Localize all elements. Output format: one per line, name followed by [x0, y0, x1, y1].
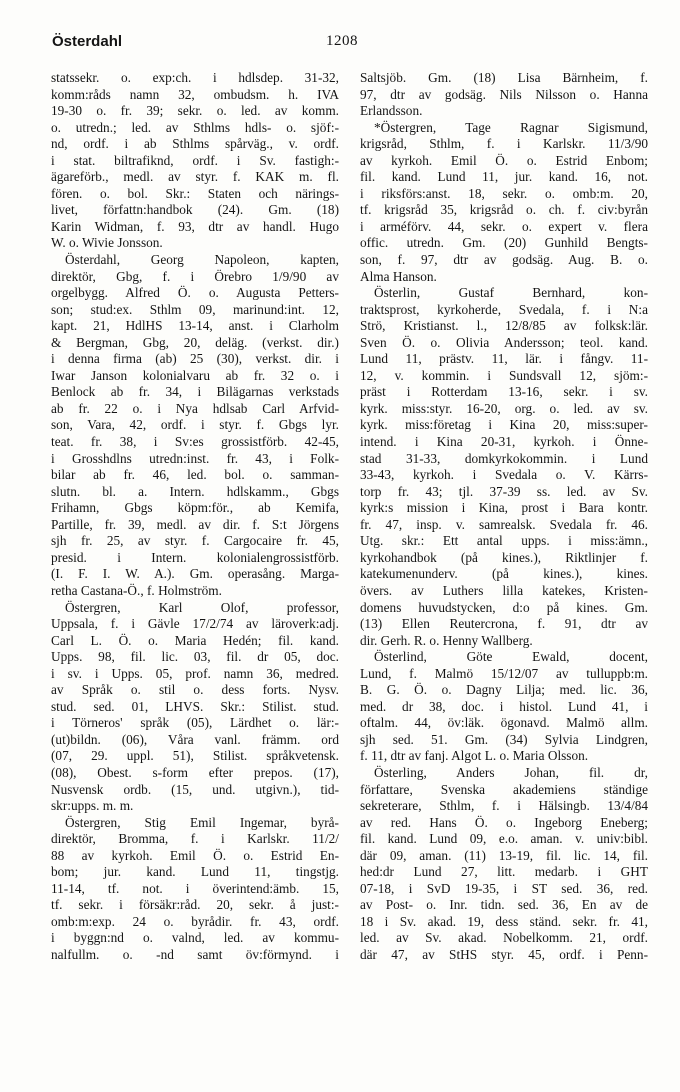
text-line: presid. i Intern. kolonialengrossistförb. [51, 549, 339, 565]
text-line: intend. i Kina 20-31, kyrkoh. i Önne- [360, 434, 648, 450]
text-line: 12, v. kommin. i Sundsvall 12, sjöm:- [360, 367, 648, 383]
text-line: fil. kand. Lund 11, jur. kand. 16, not. [360, 169, 648, 185]
text-line: Frihamn, Gbgs köpm:för., ab Kemifa, [51, 500, 339, 516]
text-line: o. utredn.; led. av Sthlms hdls- o. sjöf:- [51, 119, 339, 135]
text-line: kyrkohandbok (på kines.), Riktlinjer f. [360, 549, 648, 565]
text-line: nd, ordf. i ab Sthlms spårväg., v. ordf. [51, 136, 339, 152]
text-line: i sv. i Upps. 05, prof. namn 36, medred. [51, 665, 339, 681]
text-line: dir. Gerh. R. o. Henny Wallberg. [360, 632, 533, 648]
text-line: retha Castana-Ö., f. Holmström. [51, 582, 222, 598]
text-line: Uppsala, f. i Gävle 17/2/74 av läroverk:adj. [51, 616, 339, 632]
text-line: Lund, f. Malmö 15/12/07 av tulluppb:m. [360, 665, 648, 681]
text-line: slutn. bl. a. Intern. hdlskamm., Gbgs [51, 483, 339, 499]
running-head: Österdahl [52, 33, 123, 50]
text-line: i riksförs:anst. 18, sekr. o. omb:m. 20, [360, 185, 648, 201]
text-line: 33-43, kyrkoh. i Svedala o. V. Kärrs- [360, 467, 648, 483]
text-line: präst i Rotterdam 13-16, sekr. i sv. [360, 384, 648, 400]
text-line: led. av Sv. akad. Nobelkomm. 21, ordf. [360, 930, 648, 946]
entry-headword-line: Österlin, Gustaf Bernhard, kon- [374, 285, 648, 301]
text-line: med. dr 38, doc. i histol. Lund 41, i [360, 698, 648, 714]
text-line: Partille, fr. 39, medl. av dir. f. S:t Jörgens [51, 516, 339, 532]
text-line: 11-14, tf. not. i överintend:ämb. 15, [51, 880, 339, 896]
page-number: 1208 [326, 33, 358, 49]
text-line: sekreterare, Sthlm, f. i Hälsingb. 13/4/84 [360, 798, 648, 814]
text-line: ab fr. 22 o. i Nya hdlsab Carl Arfvid- [51, 400, 339, 416]
text-line: ägareförb., medl. av styr. f. KAK m. fl. [51, 169, 339, 185]
text-line: torp fr. 43; tjl. 37-39 ss. led. av Sv. [360, 483, 648, 499]
entry-headword-line: Österdahl, Georg Napoleon, kapten, [65, 252, 339, 268]
entry-headword-line: Östergren, Karl Olof, professor, [65, 599, 339, 615]
text-line: i arméförv. 44, sekr. o. expert v. flera [360, 218, 648, 234]
text-line: direktör, Bromma, f. i Karlskr. 11/2/ [51, 831, 339, 847]
text-line: i denna firma (ab) 25 (30), verkst. dir. i [51, 351, 339, 367]
text-line: Iwar Janson kolonialvaru ab fr. 32 o. i [51, 367, 339, 383]
left-column [51, 70, 339, 964]
text-line: son, Vara, 42, ordf. i styr. f. Gbgs lyr. [51, 417, 339, 433]
text-line: 19-30 o. fr. 39; sekr. o. led. av komm. [51, 103, 339, 119]
text-line: & Bergman, Gbg, 20, deläg. (verkst. dir.) [51, 334, 339, 350]
text-line: 88 av kyrkoh. Emil Ö. o. Estrid En- [51, 847, 339, 863]
text-line: traktsprost, kyrkoherde, Svedala, f. i N:a [360, 301, 648, 317]
text-line: (13) Ellen Reutercrona, f. 91, dtr av [360, 616, 648, 632]
text-line: Carl L. Ö. o. Maria Hedén; fil. kand. [51, 632, 339, 648]
text-line: 07-18, i SvD 19-35, i ST sed. 36, red. [360, 880, 648, 896]
text-line: fr. 47, insp. v. samrealsk. Svedala fr. 46. [360, 516, 648, 532]
text-line: B. G. Ö. o. Dagny Lilja; med. lic. 36, [360, 682, 648, 698]
page-header [0, 33, 680, 57]
entry-headword-line: Österling, Anders Johan, fil. dr, [374, 764, 648, 780]
text-line: Upps. 98, fil. lic. 03, fil. dr 05, doc. [51, 649, 339, 665]
text-line: offic. utredn. Gm. (20) Gunhild Bengts- [360, 235, 648, 251]
text-line: kyrk:s mission i Kina, prost i Bara kontr. [360, 500, 648, 516]
right-column [360, 70, 648, 964]
text-line: övers. av Luthers lilla katekes, Kristen- [360, 582, 648, 598]
text-line: (07, 29. uppl. 51), Stilist. språkvetensk. [51, 748, 339, 764]
text-line: nalfullm. o. -nd samt öv:förmynd. i [51, 946, 339, 962]
text-line: Nusvensk ordb. (15, und. utgivn.), tid- [51, 781, 339, 797]
text-line: (ut)bildn. (06), Våra vanl. främm. ord [51, 731, 339, 747]
text-line: tf. sekr. i försäkr:råd. 20, sekr. å just:- [51, 897, 339, 913]
text-line: sjh fr. 25, av styr. f. Cargocaire fr. 45, [51, 533, 339, 549]
text-line: där 47, av StHS styr. 45, ordf. i Penn- [360, 946, 648, 962]
text-line: krigsråd, Sthlm, f. i Karlskr. 11/3/90 [360, 136, 648, 152]
text-line: domens huvudstycken, d:o på kines. Gm. [360, 599, 648, 615]
text-line: 97, dtr av godsäg. Nils Nilsson o. Hanna [360, 86, 648, 102]
text-line: av Språk o. stil o. dess forts. Nysv. [51, 682, 339, 698]
text-line: W. o. Wivie Jonsson. [51, 235, 163, 251]
text-line: Alma Hanson. [360, 268, 437, 284]
text-line: son; stud:ex. Sthlm 09, marinund:int. 12, [51, 301, 339, 317]
text-line: kapt. 21, HdlHS 13-14, anst. i Clarholm [51, 318, 339, 334]
text-line: i Törneros' språk (05), Lärdhet o. lär:- [51, 715, 339, 731]
text-line: teat. fr. 38, i Sv:es grossistförb. 42-45, [51, 434, 339, 450]
text-line: katekumenunderv. (på kines.), kines. [360, 566, 648, 582]
text-line: orgelbygg. Alfred Ö. o. Augusta Petters- [51, 285, 339, 301]
text-line: statssekr. o. exp:ch. i hdlsdep. 31-32, [51, 70, 339, 85]
text-line: Sven Ö. o. Olivia Andersson; teol. kand. [360, 334, 648, 350]
entry-headword-line: Östergren, Stig Emil Ingemar, byrå- [65, 814, 339, 830]
text-line: skr:upps. m. m. [51, 798, 134, 814]
text-line: komm:råds namn 32, ombudsm. h. IVA [51, 86, 339, 102]
text-line: omb:m:exp. 24 o. byrådir. fr. 43, ordf. [51, 913, 339, 929]
text-line: av red. Hans Ö. o. Ingeborg Eneberg; [360, 814, 648, 830]
text-line: av Post- o. Inr. tidn. sed. 36, En av de [360, 897, 648, 913]
text-line: sjh sed. 51. Gm. (34) Sylvia Lindgren, [360, 731, 648, 747]
text-line: son, f. 97, dtr av godsäg. Aug. B. o. [360, 252, 648, 268]
text-line: kyrk. miss:styr. 16-20, org. o. led. av sv. [360, 400, 648, 416]
text-line: i Grosshdlns utredn:inst. fr. 43, i Folk- [51, 450, 339, 466]
text-line: kyrk. miss:företag i Kina 20, miss:super- [360, 417, 648, 433]
text-line: författare, Svenska akademiens ständige [360, 781, 648, 797]
text-line: (I. F. I. W. A.). Gm. operasång. Marga- [51, 566, 339, 582]
text-line: 18 i Sv. akad. 19, dess ständ. sekr. fr. 41, [360, 913, 648, 929]
text-line: av kyrkoh. Emil Ö. o. Estrid Enbom; [360, 152, 648, 168]
text-line: hed:dr Lund 27, litt. medarb. i GHT [360, 864, 648, 880]
text-line: Utg. skr.: Ett antal upps. i miss:ämn., [360, 533, 648, 549]
text-line: stad 31-33, domkyrkokommin. i Lund [360, 450, 648, 466]
text-line: bom; jur. kand. Lund 11, tingstjg. [51, 864, 339, 880]
text-line: Saltsjöb. Gm. (18) Lisa Bärnheim, f. [360, 70, 648, 85]
text-line: Strö, Kristianst. l., 12/8/85 av folksk:lär. [360, 318, 648, 334]
entry-headword-line: Österlind, Göte Ewald, docent, [374, 649, 648, 665]
text-line: bilar ab fr. 46, led. bol. o. samman- [51, 467, 339, 483]
text-line: där 09, aman. (11) 13-19, fil. lic. 14, fil. [360, 847, 648, 863]
text-line: Karin Widman, f. 93, dtr av handl. Hugo [51, 218, 339, 234]
text-line: Benlock ab fr. 34, i Bilägarnas verkstads [51, 384, 339, 400]
text-line: i stat. biltrafiknd, ordf. i Sv. fastigh:- [51, 152, 339, 168]
text-line: livet, författn:handbok (24). Gm. (18) [51, 202, 339, 218]
text-line: oftalm. 44, öv:läk. ögonavd. Malmö allm. [360, 715, 648, 731]
text-line: tf. krigsråd 35, krigsråd o. ch. f. civ:byrån [360, 202, 648, 218]
text-line: Erlandsson. [360, 103, 423, 119]
text-line: (08), Obest. s-form efter prepos. (17), [51, 764, 339, 780]
text-line: fören. o. bol. Skr.: Staten och närings- [51, 185, 339, 201]
text-line: stud. sed. 01, LHVS. Skr.: Stilist. stud. [51, 698, 339, 714]
entry-headword-line: *Östergren, Tage Ragnar Sigismund, [374, 119, 648, 135]
text-line: f. 11, dtr av fanj. Algot L. o. Maria Olsson. [360, 748, 589, 764]
text-line: i byggn:nd o. valnd, led. av kommu- [51, 930, 339, 946]
text-line: Lund 11, prästv. 11, lär. i fångv. 11- [360, 351, 648, 367]
text-line: direktör, Gbg, f. i Örebro 1/9/90 av [51, 268, 339, 284]
text-line: fil. kand. Lund 09, e.o. aman. v. univ:bibl. [360, 831, 648, 847]
